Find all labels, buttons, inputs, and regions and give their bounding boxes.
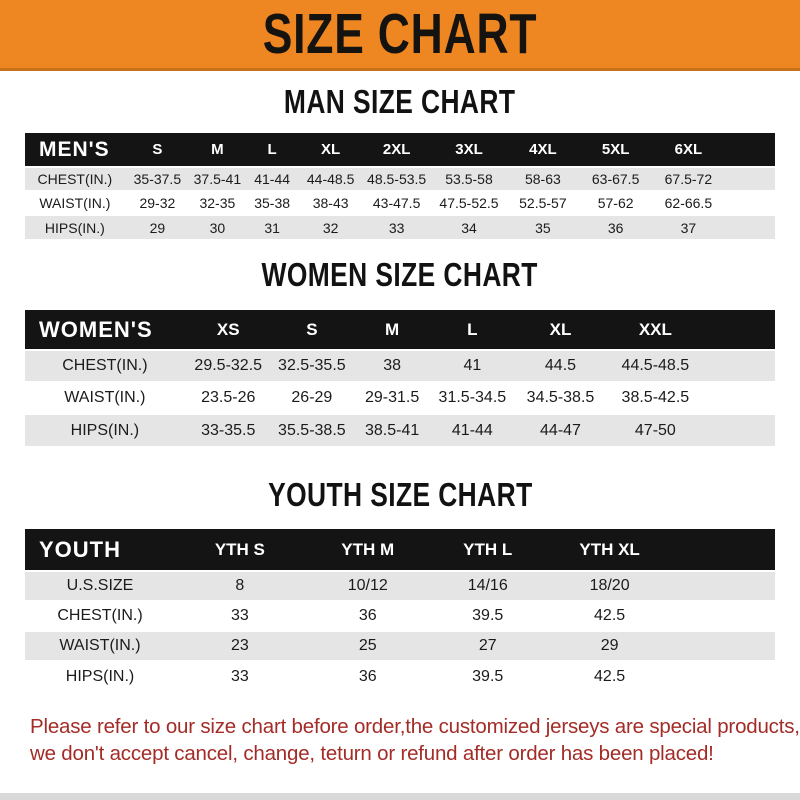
size-chart-banner [0, 0, 800, 71]
youth-size-table [25, 529, 775, 691]
size-cell: 33 [230, 607, 249, 624]
column-header: S [152, 141, 163, 158]
size-cell: 67.5-72 [664, 171, 713, 187]
size-cell: 35.5-38.5 [278, 421, 346, 439]
size-cell: 44.5-48.5 [621, 357, 690, 374]
column-header: XXL [638, 319, 672, 339]
men-section-heading [0, 85, 800, 119]
column-header: XL [321, 141, 341, 158]
header-spacer [725, 133, 775, 167]
size-cell: 23.5-26 [201, 389, 256, 406]
section-heading-text: YOUTH SIZE CHART [267, 476, 533, 513]
size-cell: 44.5 [544, 357, 577, 374]
size-cell: 31.5-34.5 [438, 389, 507, 406]
table-row [25, 601, 775, 631]
size-cell: 33 [230, 667, 249, 685]
size-cell: 33 [388, 219, 405, 236]
banner-title: SIZE CHART [262, 2, 538, 66]
size-cell: 42.5 [594, 607, 626, 624]
row-spacer [725, 191, 775, 215]
size-cell: 37 [680, 219, 697, 236]
column-header: 5XL [601, 141, 630, 158]
size-cell: 29.5-32.5 [194, 357, 263, 374]
size-cell: 48.5-53.5 [367, 171, 427, 187]
size-cell: 44-47 [540, 421, 581, 439]
header-spacer [674, 529, 775, 571]
size-cell: 18/20 [589, 577, 630, 594]
size-cell: 32-35 [199, 195, 236, 211]
size-cell: 29-32 [139, 195, 176, 211]
group-label: WOMEN'S [39, 316, 153, 342]
column-header: 6XL [674, 141, 703, 158]
column-header: 4XL [529, 141, 557, 158]
row-label: CHEST(IN.) [57, 607, 143, 624]
size-cell: 8 [235, 577, 245, 594]
size-cell: 34 [461, 219, 477, 236]
table-header-row [25, 310, 775, 350]
column-header: S [306, 319, 318, 339]
column-header: YTH M [341, 539, 395, 559]
size-cell: 10/12 [347, 577, 388, 594]
size-cell: 44-48.5 [306, 171, 355, 187]
row-spacer [725, 215, 775, 239]
column-header: M [385, 319, 400, 339]
size-cell: 31 [264, 219, 280, 236]
size-cell: 58-63 [524, 171, 561, 187]
size-cell: 32 [322, 219, 339, 236]
row-label: CHEST(IN.) [37, 171, 113, 187]
order-notice [0, 713, 800, 767]
column-header: YTH XL [579, 539, 640, 559]
size-cell: 33-35.5 [201, 421, 256, 439]
row-spacer [725, 167, 775, 191]
row-spacer [702, 414, 775, 446]
size-cell: 47.5-52.5 [439, 195, 499, 211]
size-cell: 23 [230, 637, 249, 654]
size-cell: 63-67.5 [591, 171, 640, 187]
size-cell: 38.5-41 [364, 421, 420, 439]
row-label: WAIST(IN.) [59, 637, 141, 654]
size-cell: 36 [358, 607, 377, 624]
row-spacer [674, 631, 775, 661]
row-spacer [674, 571, 775, 601]
size-chart-sections [0, 85, 800, 691]
size-cell: 42.5 [594, 667, 626, 685]
row-label: HIPS(IN.) [65, 667, 135, 685]
men-size-table [25, 133, 775, 239]
size-cell: 14/16 [467, 577, 508, 594]
size-cell: 38 [383, 357, 401, 374]
row-label: U.S.SIZE [66, 577, 134, 594]
size-cell: 35 [535, 219, 551, 236]
row-label: CHEST(IN.) [62, 357, 148, 374]
size-cell: 43-47.5 [372, 195, 421, 211]
column-header: M [211, 141, 224, 158]
table-row [25, 631, 775, 661]
table-row [25, 382, 775, 414]
size-cell: 34.5-38.5 [526, 389, 595, 406]
youth-section-heading [0, 478, 800, 512]
row-label: HIPS(IN.) [70, 421, 140, 439]
column-header: YTH S [214, 539, 265, 559]
size-cell: 41-44 [254, 171, 291, 187]
table-row [25, 661, 775, 691]
group-label: YOUTH [39, 536, 121, 562]
header-spacer [702, 310, 775, 350]
section-heading-text: MAN SIZE CHART [284, 83, 516, 120]
bottom-edge-strip [0, 793, 800, 800]
table-row [25, 571, 775, 601]
size-cell: 52.5-57 [519, 195, 567, 211]
section-heading-text: WOMEN SIZE CHART [261, 256, 539, 293]
column-header: 2XL [382, 141, 411, 158]
size-cell: 41-44 [451, 421, 493, 439]
size-cell: 39.5 [472, 667, 504, 685]
size-cell: 62-66.5 [664, 195, 713, 211]
row-label: WAIST(IN.) [64, 389, 146, 406]
size-cell: 47-50 [634, 421, 676, 439]
table-row [25, 215, 775, 239]
size-cell: 41 [463, 357, 482, 374]
row-spacer [674, 661, 775, 691]
notice-line-1: Please refer to our size chart before order,the customized jerseys are special products, [30, 715, 800, 738]
column-header: XL [549, 319, 572, 339]
size-cell: 38-43 [312, 195, 349, 211]
size-cell: 37.5-41 [193, 171, 242, 187]
row-label: WAIST(IN.) [39, 195, 111, 211]
size-cell: 36 [358, 667, 377, 685]
column-header: XS [216, 319, 240, 339]
women-section-heading [0, 258, 800, 292]
size-cell: 32.5-35.5 [278, 357, 346, 374]
column-header: L [467, 319, 478, 339]
size-cell: 27 [478, 637, 497, 654]
size-cell: 35-38 [254, 195, 291, 211]
row-spacer [702, 382, 775, 414]
table-row [25, 167, 775, 191]
size-cell: 36 [607, 219, 624, 236]
size-cell: 38.5-42.5 [621, 389, 690, 406]
table-row [25, 191, 775, 215]
table-header-row [25, 133, 775, 167]
size-cell: 29 [149, 219, 166, 236]
column-header: 3XL [455, 141, 483, 158]
table-row [25, 414, 775, 446]
row-spacer [702, 350, 775, 382]
women-size-table [25, 310, 775, 446]
size-cell: 29 [600, 637, 619, 654]
size-cell: 39.5 [472, 607, 504, 624]
size-cell: 35-37.5 [133, 171, 182, 187]
column-header: YTH L [463, 539, 513, 559]
size-cell: 30 [209, 219, 226, 236]
row-label: HIPS(IN.) [44, 219, 105, 236]
size-cell: 57-62 [597, 195, 634, 211]
group-label: MEN'S [39, 137, 110, 161]
size-cell: 26-29 [291, 389, 333, 406]
size-cell: 29-31.5 [364, 389, 420, 406]
size-cell: 53.5-58 [445, 171, 493, 187]
row-spacer [674, 601, 775, 631]
column-header: L [267, 141, 277, 158]
table-header-row [25, 529, 775, 571]
table-row [25, 350, 775, 382]
size-cell: 25 [358, 637, 377, 654]
notice-line-2: we don't accept cancel, change, teturn or refund after order has been placed! [30, 742, 714, 765]
